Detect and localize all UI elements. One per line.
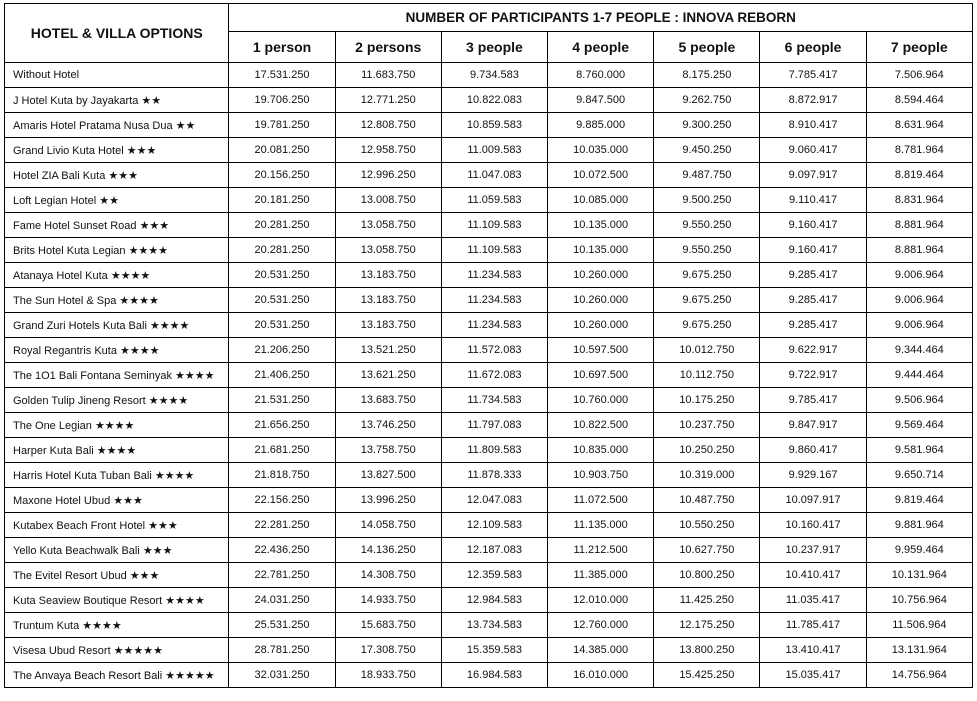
- hotel-name: Hotel ZIA Bali Kuta ★★★: [5, 163, 229, 188]
- price-cell: 10.097.917: [760, 488, 866, 513]
- price-cell: 10.072.500: [548, 163, 654, 188]
- price-cell: 13.410.417: [760, 638, 866, 663]
- price-cell: 9.160.417: [760, 213, 866, 238]
- price-cell: 11.809.583: [441, 438, 547, 463]
- table-row: [5, 663, 973, 688]
- price-cell: 9.006.964: [866, 313, 972, 338]
- price-cell: 13.734.583: [441, 613, 547, 638]
- price-cell: 11.047.083: [441, 163, 547, 188]
- price-cell: 9.675.250: [654, 263, 760, 288]
- price-cell: 8.781.964: [866, 138, 972, 163]
- price-cell: 10.319.000: [654, 463, 760, 488]
- price-cell: 9.881.964: [866, 513, 972, 538]
- hotel-options-header: HOTEL & VILLA OPTIONS: [5, 4, 229, 63]
- price-cell: 11.234.583: [441, 263, 547, 288]
- price-cell: 12.771.250: [335, 88, 441, 113]
- price-cell: 11.425.250: [654, 588, 760, 613]
- price-cell: 9.675.250: [654, 313, 760, 338]
- price-cell: 9.500.250: [654, 188, 760, 213]
- price-cell: 11.734.583: [441, 388, 547, 413]
- price-table: [4, 3, 973, 688]
- price-cell: 17.308.750: [335, 638, 441, 663]
- table-row: [5, 263, 973, 288]
- price-cell: 11.234.583: [441, 313, 547, 338]
- table-row: [5, 463, 973, 488]
- price-cell: 13.746.250: [335, 413, 441, 438]
- price-cell: 11.035.417: [760, 588, 866, 613]
- price-cell: 10.112.750: [654, 363, 760, 388]
- price-cell: 9.262.750: [654, 88, 760, 113]
- price-cell: 10.175.250: [654, 388, 760, 413]
- hotel-name: Amaris Hotel Pratama Nusa Dua ★★: [5, 113, 229, 138]
- price-cell: 9.097.917: [760, 163, 866, 188]
- table-row: [5, 113, 973, 138]
- price-cell: 10.135.000: [548, 238, 654, 263]
- price-cell: 9.581.964: [866, 438, 972, 463]
- price-cell: 10.597.500: [548, 338, 654, 363]
- price-cell: 11.109.583: [441, 213, 547, 238]
- column-header: 5 people: [654, 32, 760, 63]
- price-cell: 11.506.964: [866, 613, 972, 638]
- table-row: [5, 438, 973, 463]
- hotel-name: Yello Kuta Beachwalk Bali ★★★: [5, 538, 229, 563]
- price-cell: 9.622.917: [760, 338, 866, 363]
- hotel-name: J Hotel Kuta by Jayakarta ★★: [5, 88, 229, 113]
- price-cell: 10.822.083: [441, 88, 547, 113]
- hotel-name: Fame Hotel Sunset Road ★★★: [5, 213, 229, 238]
- price-cell: 9.785.417: [760, 388, 866, 413]
- price-cell: 13.621.250: [335, 363, 441, 388]
- price-cell: 9.885.000: [548, 113, 654, 138]
- table-row: [5, 413, 973, 438]
- price-cell: 11.797.083: [441, 413, 547, 438]
- column-header: 6 people: [760, 32, 866, 63]
- table-row: [5, 538, 973, 563]
- price-cell: 10.859.583: [441, 113, 547, 138]
- price-cell: 10.012.750: [654, 338, 760, 363]
- price-cell: 21.206.250: [229, 338, 335, 363]
- price-cell: 14.385.000: [548, 638, 654, 663]
- hotel-name: Grand Livio Kuta Hotel ★★★: [5, 138, 229, 163]
- table-body: [5, 63, 973, 688]
- price-cell: 14.058.750: [335, 513, 441, 538]
- price-cell: 12.808.750: [335, 113, 441, 138]
- price-cell: 22.436.250: [229, 538, 335, 563]
- price-cell: 9.444.464: [866, 363, 972, 388]
- price-cell: 12.760.000: [548, 613, 654, 638]
- price-cell: 9.819.464: [866, 488, 972, 513]
- hotel-name: Without Hotel: [5, 63, 229, 88]
- price-cell: 9.344.464: [866, 338, 972, 363]
- price-cell: 25.531.250: [229, 613, 335, 638]
- price-cell: 12.010.000: [548, 588, 654, 613]
- price-cell: 9.569.464: [866, 413, 972, 438]
- table-row: [5, 388, 973, 413]
- price-cell: 9.487.750: [654, 163, 760, 188]
- price-cell: 10.697.500: [548, 363, 654, 388]
- price-cell: 14.756.964: [866, 663, 972, 688]
- price-cell: 10.135.000: [548, 213, 654, 238]
- price-cell: 20.531.250: [229, 288, 335, 313]
- price-cell: 13.058.750: [335, 213, 441, 238]
- price-cell: 10.131.964: [866, 563, 972, 588]
- table-row: [5, 513, 973, 538]
- price-cell: 9.959.464: [866, 538, 972, 563]
- price-cell: 11.785.417: [760, 613, 866, 638]
- price-cell: 10.250.250: [654, 438, 760, 463]
- price-cell: 21.656.250: [229, 413, 335, 438]
- hotel-name: Maxone Hotel Ubud ★★★: [5, 488, 229, 513]
- price-cell: 17.531.250: [229, 63, 335, 88]
- price-cell: 24.031.250: [229, 588, 335, 613]
- hotel-name: Golden Tulip Jineng Resort ★★★★: [5, 388, 229, 413]
- price-cell: 9.285.417: [760, 263, 866, 288]
- price-cell: 13.183.750: [335, 288, 441, 313]
- hotel-name: The Evitel Resort Ubud ★★★: [5, 563, 229, 588]
- table-row: [5, 88, 973, 113]
- table-row: [5, 563, 973, 588]
- price-cell: 9.847.500: [548, 88, 654, 113]
- hotel-name: Truntum Kuta ★★★★: [5, 613, 229, 638]
- price-cell: 8.831.964: [866, 188, 972, 213]
- price-cell: 13.008.750: [335, 188, 441, 213]
- price-cell: 10.260.000: [548, 263, 654, 288]
- hotel-name: The Anvaya Beach Resort Bali ★★★★★: [5, 663, 229, 688]
- price-cell: 15.683.750: [335, 613, 441, 638]
- price-cell: 13.758.750: [335, 438, 441, 463]
- price-cell: 20.081.250: [229, 138, 335, 163]
- price-cell: 9.285.417: [760, 288, 866, 313]
- column-header: 1 person: [229, 32, 335, 63]
- price-cell: 9.285.417: [760, 313, 866, 338]
- price-cell: 9.060.417: [760, 138, 866, 163]
- hotel-name: Brits Hotel Kuta Legian ★★★★: [5, 238, 229, 263]
- price-cell: 12.984.583: [441, 588, 547, 613]
- hotel-name: Kuta Seaview Boutique Resort ★★★★: [5, 588, 229, 613]
- price-cell: 9.110.417: [760, 188, 866, 213]
- column-header: 3 people: [441, 32, 547, 63]
- price-cell: 11.109.583: [441, 238, 547, 263]
- price-cell: 16.010.000: [548, 663, 654, 688]
- table-row: [5, 613, 973, 638]
- table-row: [5, 588, 973, 613]
- price-cell: 12.047.083: [441, 488, 547, 513]
- table-row: [5, 313, 973, 338]
- price-cell: 15.425.250: [654, 663, 760, 688]
- price-cell: 9.650.714: [866, 463, 972, 488]
- table-row: [5, 213, 973, 238]
- price-cell: 8.872.917: [760, 88, 866, 113]
- table-row: [5, 488, 973, 513]
- hotel-name: The Sun Hotel & Spa ★★★★: [5, 288, 229, 313]
- price-cell: 21.818.750: [229, 463, 335, 488]
- price-cell: 20.281.250: [229, 238, 335, 263]
- price-cell: 7.506.964: [866, 63, 972, 88]
- price-cell: 9.675.250: [654, 288, 760, 313]
- hotel-name: Harris Hotel Kuta Tuban Bali ★★★★: [5, 463, 229, 488]
- price-cell: 8.594.464: [866, 88, 972, 113]
- price-cell: 13.683.750: [335, 388, 441, 413]
- price-cell: 9.734.583: [441, 63, 547, 88]
- table-row: [5, 363, 973, 388]
- price-cell: 9.160.417: [760, 238, 866, 263]
- price-cell: 13.131.964: [866, 638, 972, 663]
- hotel-name: Grand Zuri Hotels Kuta Bali ★★★★: [5, 313, 229, 338]
- price-cell: 9.006.964: [866, 263, 972, 288]
- hotel-name: Visesa Ubud Resort ★★★★★: [5, 638, 229, 663]
- price-cell: 10.410.417: [760, 563, 866, 588]
- price-cell: 10.835.000: [548, 438, 654, 463]
- price-cell: 10.903.750: [548, 463, 654, 488]
- price-cell: 7.785.417: [760, 63, 866, 88]
- price-cell: 10.085.000: [548, 188, 654, 213]
- price-cell: 9.300.250: [654, 113, 760, 138]
- price-cell: 10.760.000: [548, 388, 654, 413]
- price-cell: 10.800.250: [654, 563, 760, 588]
- price-cell: 11.135.000: [548, 513, 654, 538]
- price-cell: 12.996.250: [335, 163, 441, 188]
- price-cell: 13.521.250: [335, 338, 441, 363]
- price-cell: 8.881.964: [866, 213, 972, 238]
- price-cell: 12.958.750: [335, 138, 441, 163]
- price-cell: 20.156.250: [229, 163, 335, 188]
- hotel-name: Harper Kuta Bali ★★★★: [5, 438, 229, 463]
- price-cell: 10.627.750: [654, 538, 760, 563]
- price-cell: 16.984.583: [441, 663, 547, 688]
- price-cell: 11.212.500: [548, 538, 654, 563]
- price-cell: 11.234.583: [441, 288, 547, 313]
- price-cell: 28.781.250: [229, 638, 335, 663]
- table-row: [5, 638, 973, 663]
- hotel-name: The 1O1 Bali Fontana Seminyak ★★★★: [5, 363, 229, 388]
- price-cell: 9.550.250: [654, 213, 760, 238]
- price-cell: 9.506.964: [866, 388, 972, 413]
- hotel-name: The One Legian ★★★★: [5, 413, 229, 438]
- price-cell: 9.006.964: [866, 288, 972, 313]
- price-cell: 8.910.417: [760, 113, 866, 138]
- price-cell: 10.035.000: [548, 138, 654, 163]
- table-row: [5, 238, 973, 263]
- header-row-group: [5, 4, 973, 32]
- price-cell: 22.781.250: [229, 563, 335, 588]
- price-cell: 10.550.250: [654, 513, 760, 538]
- participants-group-header: NUMBER OF PARTICIPANTS 1-7 PEOPLE : INNOVA REBORN: [229, 4, 973, 32]
- price-cell: 11.572.083: [441, 338, 547, 363]
- table-row: [5, 338, 973, 363]
- price-cell: 22.156.250: [229, 488, 335, 513]
- price-cell: 11.059.583: [441, 188, 547, 213]
- table-row: [5, 63, 973, 88]
- price-cell: 14.308.750: [335, 563, 441, 588]
- table-row: [5, 288, 973, 313]
- table-row: [5, 163, 973, 188]
- price-cell: 21.406.250: [229, 363, 335, 388]
- price-cell: 19.781.250: [229, 113, 335, 138]
- column-header: 7 people: [866, 32, 972, 63]
- price-cell: 10.756.964: [866, 588, 972, 613]
- price-cell: 9.860.417: [760, 438, 866, 463]
- price-cell: 8.819.464: [866, 163, 972, 188]
- price-cell: 21.681.250: [229, 438, 335, 463]
- price-cell: 9.929.167: [760, 463, 866, 488]
- price-cell: 9.847.917: [760, 413, 866, 438]
- table-row: [5, 138, 973, 163]
- price-cell: 20.281.250: [229, 213, 335, 238]
- price-cell: 19.706.250: [229, 88, 335, 113]
- hotel-name: Atanaya Hotel Kuta ★★★★: [5, 263, 229, 288]
- price-cell: 20.531.250: [229, 263, 335, 288]
- price-cell: 12.359.583: [441, 563, 547, 588]
- price-cell: 10.487.750: [654, 488, 760, 513]
- price-cell: 11.683.750: [335, 63, 441, 88]
- price-cell: 8.881.964: [866, 238, 972, 263]
- price-cell: 12.175.250: [654, 613, 760, 638]
- price-cell: 13.183.750: [335, 313, 441, 338]
- price-cell: 10.160.417: [760, 513, 866, 538]
- column-header: 2 persons: [335, 32, 441, 63]
- hotel-name: Kutabex Beach Front Hotel ★★★: [5, 513, 229, 538]
- price-cell: 11.878.333: [441, 463, 547, 488]
- price-cell: 32.031.250: [229, 663, 335, 688]
- price-cell: 22.281.250: [229, 513, 335, 538]
- price-cell: 10.237.750: [654, 413, 760, 438]
- price-cell: 8.760.000: [548, 63, 654, 88]
- price-cell: 12.109.583: [441, 513, 547, 538]
- price-cell: 11.009.583: [441, 138, 547, 163]
- price-cell: 9.550.250: [654, 238, 760, 263]
- price-cell: 14.136.250: [335, 538, 441, 563]
- price-cell: 10.260.000: [548, 288, 654, 313]
- price-cell: 9.450.250: [654, 138, 760, 163]
- price-cell: 15.035.417: [760, 663, 866, 688]
- price-cell: 8.631.964: [866, 113, 972, 138]
- hotel-name: Royal Regantris Kuta ★★★★: [5, 338, 229, 363]
- price-cell: 10.822.500: [548, 413, 654, 438]
- price-cell: 11.672.083: [441, 363, 547, 388]
- price-cell: 21.531.250: [229, 388, 335, 413]
- price-cell: 13.800.250: [654, 638, 760, 663]
- price-cell: 20.531.250: [229, 313, 335, 338]
- price-cell: 13.827.500: [335, 463, 441, 488]
- table-row: [5, 188, 973, 213]
- price-cell: 18.933.750: [335, 663, 441, 688]
- price-cell: 15.359.583: [441, 638, 547, 663]
- price-cell: 8.175.250: [654, 63, 760, 88]
- price-cell: 13.058.750: [335, 238, 441, 263]
- price-cell: 13.996.250: [335, 488, 441, 513]
- price-cell: 9.722.917: [760, 363, 866, 388]
- price-cell: 10.260.000: [548, 313, 654, 338]
- price-cell: 11.385.000: [548, 563, 654, 588]
- price-cell: 12.187.083: [441, 538, 547, 563]
- price-cell: 20.181.250: [229, 188, 335, 213]
- price-cell: 10.237.917: [760, 538, 866, 563]
- column-header: 4 people: [548, 32, 654, 63]
- price-cell: 11.072.500: [548, 488, 654, 513]
- price-cell: 14.933.750: [335, 588, 441, 613]
- price-cell: 13.183.750: [335, 263, 441, 288]
- hotel-name: Loft Legian Hotel ★★: [5, 188, 229, 213]
